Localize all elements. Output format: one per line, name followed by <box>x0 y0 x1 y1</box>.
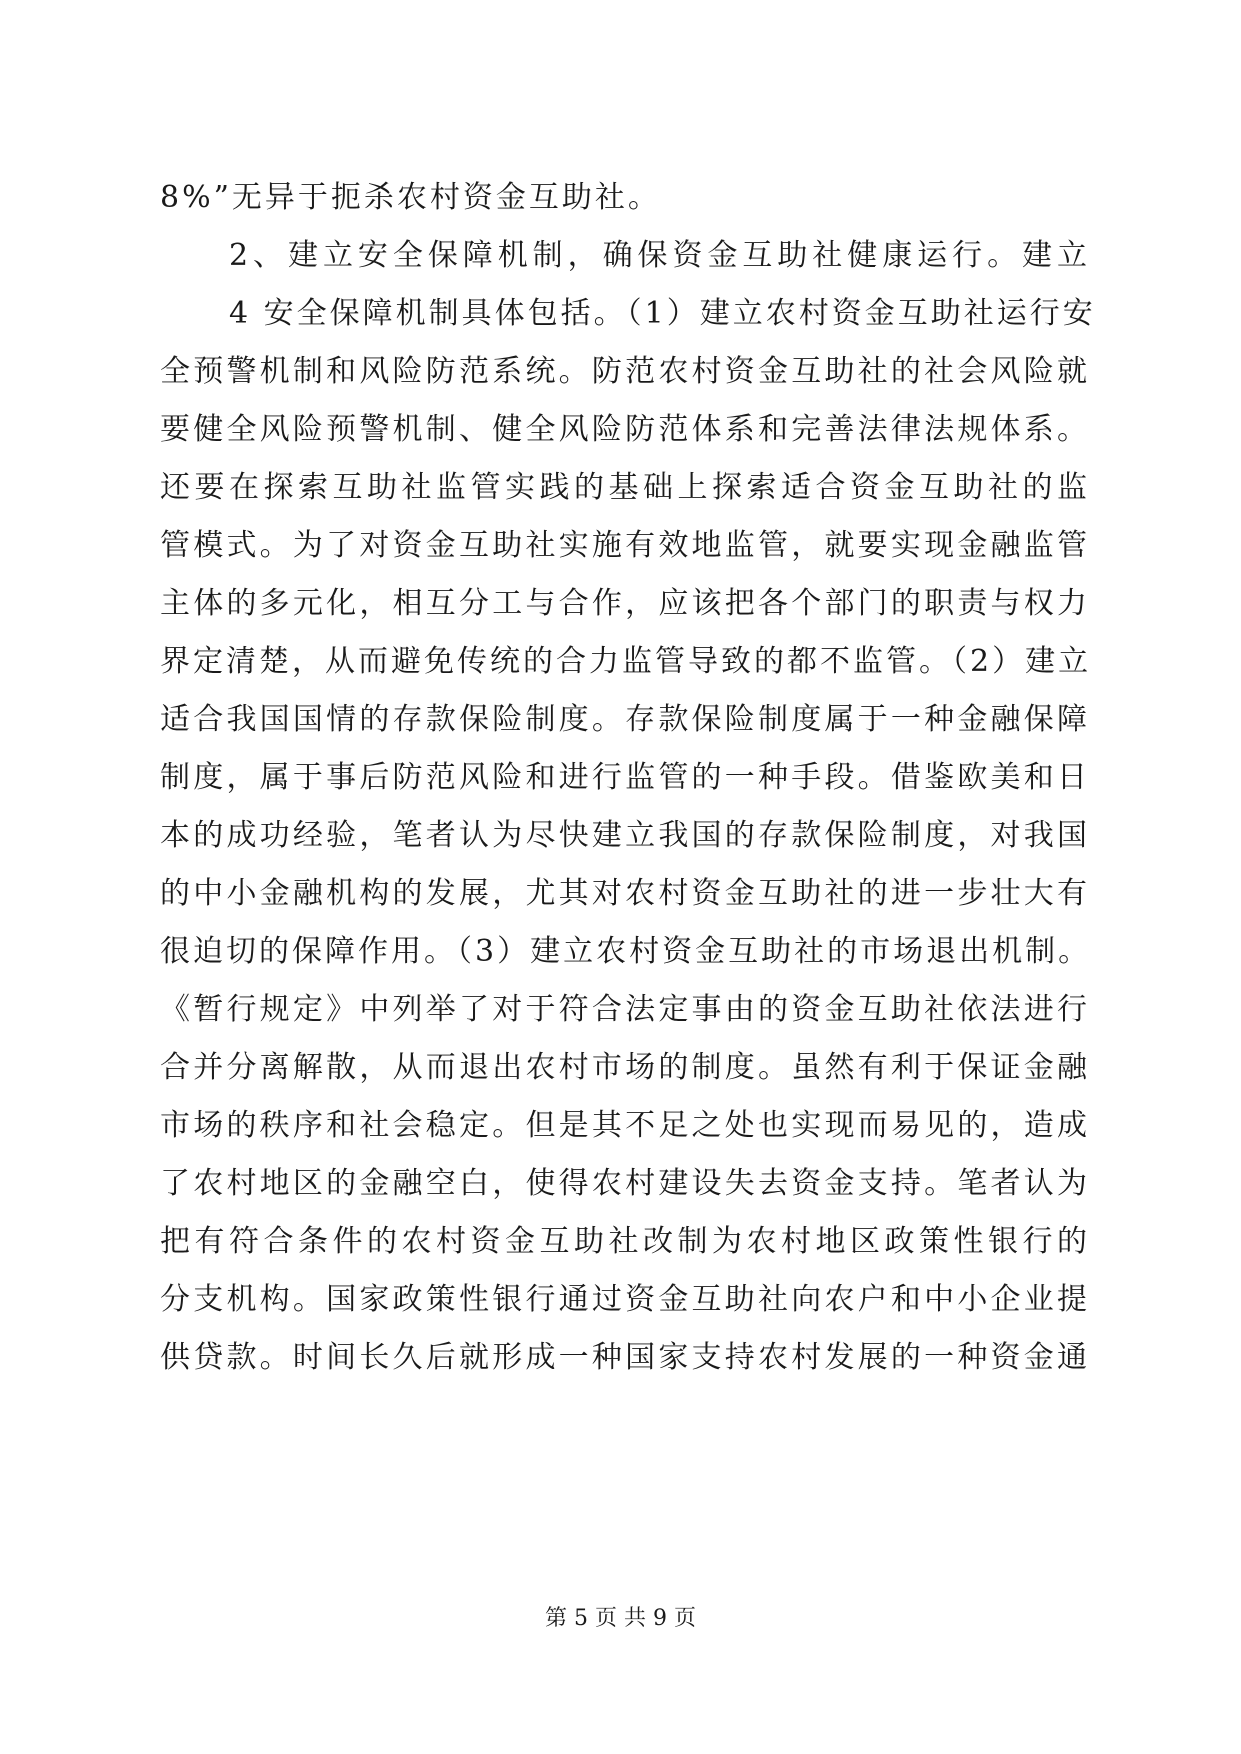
page-number-footer: 第 5 页 共 9 页 <box>545 1606 696 1631</box>
text-line-13: 的中小金融机构的发展，尤其对农村资金互助社的进一步壮大有 <box>160 876 1090 911</box>
text-line-19: 把有符合条件的农村资金互助社改制为农村地区政策性银行的 <box>160 1224 1090 1259</box>
text-line-7: 管模式。为了对资金互助社实施有效地监管，就要实现金融监管 <box>160 528 1090 563</box>
text-line-4: 全预警机制和风险防范系统。防范农村资金互助社的社会风险就 <box>160 354 1090 389</box>
text-line-15: 《暂行规定》中列举了对于符合法定事由的资金互助社依法进行 <box>160 992 1090 1027</box>
text-line-3: 4 安全保障机制具体包括。（1）建立农村资金互助社运行安 <box>229 296 1096 331</box>
text-line-9: 界定清楚，从而避免传统的合力监管导致的都不监管。（2）建立 <box>160 644 1092 679</box>
text-line-1: 8%”无异于扼杀农村资金互助社。 <box>160 180 661 215</box>
text-line-21: 供贷款。时间长久后就形成一种国家支持农村发展的一种资金通 <box>160 1340 1090 1375</box>
text-line-11: 制度，属于事后防范风险和进行监管的一种手段。借鉴欧美和日 <box>160 760 1090 795</box>
text-line-12: 本的成功经验，笔者认为尽快建立我国的存款保险制度，对我国 <box>160 818 1090 853</box>
text-line-17: 市场的秩序和社会稳定。但是其不足之处也实现而易见的，造成 <box>160 1108 1090 1143</box>
text-line-20: 分支机构。国家政策性银行通过资金互助社向农户和中小企业提 <box>160 1282 1090 1317</box>
text-line-16: 合并分离解散，从而退出农村市场的制度。虽然有利于保证金融 <box>160 1050 1090 1085</box>
text-line-10: 适合我国国情的存款保险制度。存款保险制度属于一种金融保障 <box>160 702 1090 737</box>
text-line-2: 2、建立安全保障机制，确保资金互助社健康运行。建立 <box>229 238 1090 273</box>
text-line-8: 主体的多元化，相互分工与合作，应该把各个部门的职责与权力 <box>160 586 1090 621</box>
text-line-14: 很迫切的保障作用。（3）建立农村资金互助社的市场退出机制。 <box>160 934 1092 969</box>
text-line-6: 还要在探索互助社监管实践的基础上探索适合资金互助社的监 <box>160 470 1090 505</box>
text-line-5: 要健全风险预警机制、健全风险防范体系和完善法律法规体系。 <box>160 412 1090 447</box>
text-line-18: 了农村地区的金融空白，使得农村建设失去资金支持。笔者认为 <box>160 1166 1090 1201</box>
